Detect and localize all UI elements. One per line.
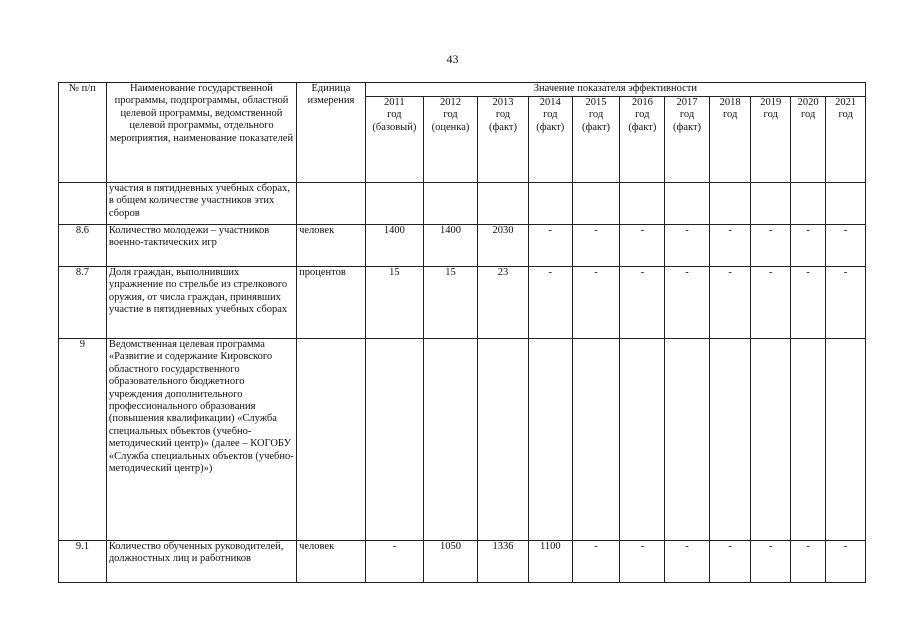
header-year-2020 [790, 97, 825, 183]
row-unit [297, 183, 366, 225]
row-name: участия в пятидневных учебных сборах, в общем количестве участников этих сборов [106, 183, 296, 225]
row-value-2011 [365, 183, 423, 225]
row-value-2014: 1100 [528, 541, 572, 583]
row-value-2013: 2030 [478, 225, 529, 267]
row-value-2017 [665, 339, 710, 541]
row-num: 9.1 [59, 541, 107, 583]
header-year-note: (факт) [488, 121, 517, 133]
row-value-2017 [665, 183, 710, 225]
row-value-2016: - [620, 541, 665, 583]
row-num: 8.6 [59, 225, 107, 267]
header-year-year: 2011 [384, 97, 405, 108]
row-name: Доля граждан, выполнивших упражнение по стрельбе из стрелкового оружия, от числа граждан, принявших участие в пятидневных учебных сборах [106, 267, 296, 339]
header-year-unit: год [723, 109, 738, 121]
row-num: 8.7 [59, 267, 107, 339]
row-value-2013: 1336 [478, 541, 529, 583]
row-value-2012 [423, 183, 477, 225]
header-year-year: 2015 [585, 97, 607, 108]
header-year-year: 2013 [492, 97, 514, 108]
header-year-unit: год [495, 109, 511, 121]
row-value-2015 [572, 339, 620, 541]
header-year-year: 2018 [719, 97, 741, 108]
table-row [59, 541, 866, 583]
header-year-2018 [709, 97, 751, 183]
header-year-unit: год [443, 109, 458, 121]
row-value-2011: - [365, 541, 423, 583]
header-name: Наименование государственной программы, подпрограммы, областной целевой программы, ведомственной целевой программы, отдельного мероприятия, наименование показателей [106, 83, 296, 183]
row-value-2018: - [709, 225, 751, 267]
header-year-2014 [528, 97, 572, 183]
row-value-2018 [709, 339, 751, 541]
table-row [59, 339, 866, 541]
row-num: 9 [59, 339, 107, 541]
header-year-2015 [572, 97, 620, 183]
header-year-note: (факт) [628, 121, 657, 133]
header-year-unit: год [679, 109, 695, 121]
row-value-2014: - [528, 225, 572, 267]
row-value-2019 [751, 183, 791, 225]
header-year-year: 2016 [631, 97, 653, 108]
row-value-2021 [826, 339, 866, 541]
row-value-2017: - [665, 541, 710, 583]
row-value-2016: - [620, 225, 665, 267]
row-value-2015: - [572, 225, 620, 267]
row-value-2018 [709, 183, 751, 225]
header-year-2019 [751, 97, 791, 183]
row-name: Количество обученных руководителей, должностных лиц и работников [106, 541, 296, 583]
row-value-2019: - [751, 541, 791, 583]
efficiency-indicators-table [58, 82, 866, 583]
row-value-2012: 1400 [423, 225, 477, 267]
row-value-2015: - [572, 541, 620, 583]
row-unit: человек [297, 225, 366, 267]
header-year-unit: год [838, 109, 853, 121]
header-year-2013 [478, 97, 529, 183]
row-value-2016 [620, 339, 665, 541]
header-year-year: 2021 [835, 97, 857, 108]
row-value-2019: - [751, 225, 791, 267]
row-value-2017: - [665, 267, 710, 339]
row-name: Количество молодежи – участников военно-тактических игр [106, 225, 296, 267]
header-year-2021 [826, 97, 866, 183]
row-value-2020 [790, 183, 825, 225]
header-year-unit: год [387, 109, 402, 121]
header-values-title: Значение показателя эффективности [365, 83, 865, 97]
row-value-2015 [572, 183, 620, 225]
header-year-year: 2019 [760, 97, 782, 108]
table-row [59, 225, 866, 267]
row-value-2013 [478, 339, 529, 541]
row-value-2013: 23 [478, 267, 529, 339]
row-value-2012 [423, 339, 477, 541]
row-value-2016: - [620, 267, 665, 339]
header-year-unit: год [588, 109, 604, 121]
header-year-2017 [665, 97, 710, 183]
row-value-2021: - [826, 225, 866, 267]
row-value-2011: 1400 [365, 225, 423, 267]
page-number: 43 [446, 52, 459, 66]
row-unit: человек [297, 541, 366, 583]
row-value-2017: - [665, 225, 710, 267]
header-num: № п/п [59, 83, 107, 183]
header-year-2016 [620, 97, 665, 183]
header-year-year: 2020 [797, 97, 819, 108]
header-year-note: (базовый) [372, 121, 417, 133]
table-row [59, 183, 866, 225]
row-value-2019: - [751, 267, 791, 339]
row-value-2016 [620, 183, 665, 225]
row-value-2021: - [826, 541, 866, 583]
table-row [59, 267, 866, 339]
row-value-2020: - [790, 225, 825, 267]
row-value-2019 [751, 339, 791, 541]
row-value-2014 [528, 183, 572, 225]
row-value-2011 [365, 339, 423, 541]
row-value-2021: - [826, 267, 866, 339]
header-year-note: (факт) [536, 121, 565, 133]
header-year-year: 2014 [539, 97, 561, 108]
row-name: Ведомственная целевая программа «Развитие и содержание Кировского областного государственного образовательного бюджетного учреждения дополнительного профессионального образования (повышения квалификации) «Служба специальных объектов (учебно-методический центр)» (далее – КОГОБУ «Служба специальных объектов (учебно-методический центр)») [106, 339, 296, 541]
header-year-year: 2012 [439, 97, 461, 108]
header-year-note: (факт) [673, 121, 702, 133]
row-value-2012: 15 [423, 267, 477, 339]
row-value-2018: - [709, 267, 751, 339]
header-year-unit: год [800, 109, 816, 121]
row-value-2012: 1050 [423, 541, 477, 583]
header-year-2011 [365, 97, 423, 183]
row-value-2020: - [790, 267, 825, 339]
row-value-2015: - [572, 267, 620, 339]
header-year-unit: год [635, 109, 650, 121]
header-year-note: (оценка) [431, 121, 470, 133]
header-year-year: 2017 [676, 97, 698, 108]
header-year-unit: год [763, 109, 778, 121]
row-num [59, 183, 107, 225]
header-year-note: (факт) [582, 121, 611, 133]
row-value-2021 [826, 183, 866, 225]
header-year-unit: год [543, 109, 558, 121]
row-value-2020: - [790, 541, 825, 583]
row-value-2013 [478, 183, 529, 225]
row-value-2014: - [528, 267, 572, 339]
header-unit: Единица измерения [297, 83, 366, 183]
row-value-2018: - [709, 541, 751, 583]
header-year-2012 [423, 97, 477, 183]
row-unit: процентов [297, 267, 366, 339]
row-value-2011: 15 [365, 267, 423, 339]
row-value-2020 [790, 339, 825, 541]
row-value-2014 [528, 339, 572, 541]
row-unit [297, 339, 366, 541]
